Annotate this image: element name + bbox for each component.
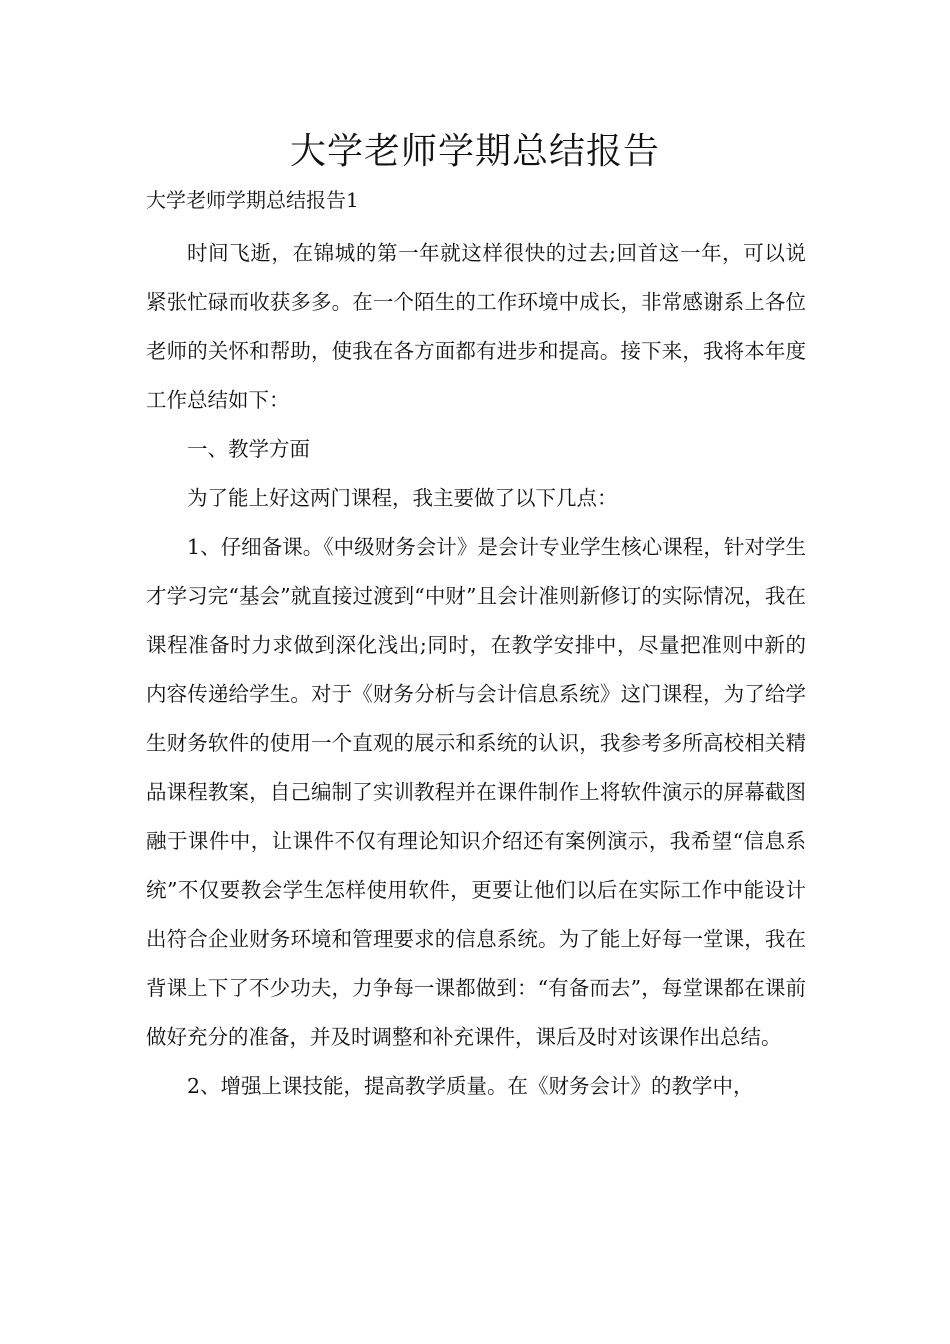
section-heading-teaching: 一、教学方面	[187, 437, 310, 461]
paragraph-point-1: 1、仔细备课。《中级财务会计》是会计专业学生核心课程，针对学生才学习完“基会”就直接过渡到“中财”且会计准则新修订的实际情况，我在课程准备时力求做到深化浅出;同时，在教学安排中，尽量把准则中新的内容传递给学生。对于《财务分析与会计信息系统》这门课程，为了给学生财务软件的使用一个直观的展示和系统的认识，我参考多所高校相关精品课程教案，自己编制了实训教程并在课件制作上将软件演示的屏幕截图融于课件中，让课件不仅有理论知识介绍还有案例演示，我希望“信息系统”不仅要教会学生怎样使用软件，更要让他们以后在实际工作中能设计出符合企业财务环境和管理要求的信息系统。为了能上好每一堂课，我在背课上下了不少功夫，力争每一课都做到：“有备而去”，每堂课都在课前做好充分的准备，并及时调整和补充课件，课后及时对该课作出总结。	[146, 535, 806, 1049]
document-title: 大学老师学期总结报告	[289, 131, 660, 172]
document-subtitle: 大学老师学期总结报告1	[146, 188, 359, 212]
paragraph-intro: 时间飞逝，在锦城的第一年就这样很快的过去;回首这一年，可以说紧张忙碌而收获多多。在一个陌生的工作环境中成长，非常感谢系上各位老师的关怀和帮助，使我在各方面都有进步和提高。接下来，我将本年度工作总结如下：	[146, 241, 806, 412]
paragraph-point-2: 2、增强上课技能，提高教学质量。在《财务会计》的教学中，	[187, 1074, 754, 1098]
paragraph-points-intro: 为了能上好这两门课程，我主要做了以下几点：	[187, 486, 618, 510]
document-body	[146, 229, 806, 1111]
